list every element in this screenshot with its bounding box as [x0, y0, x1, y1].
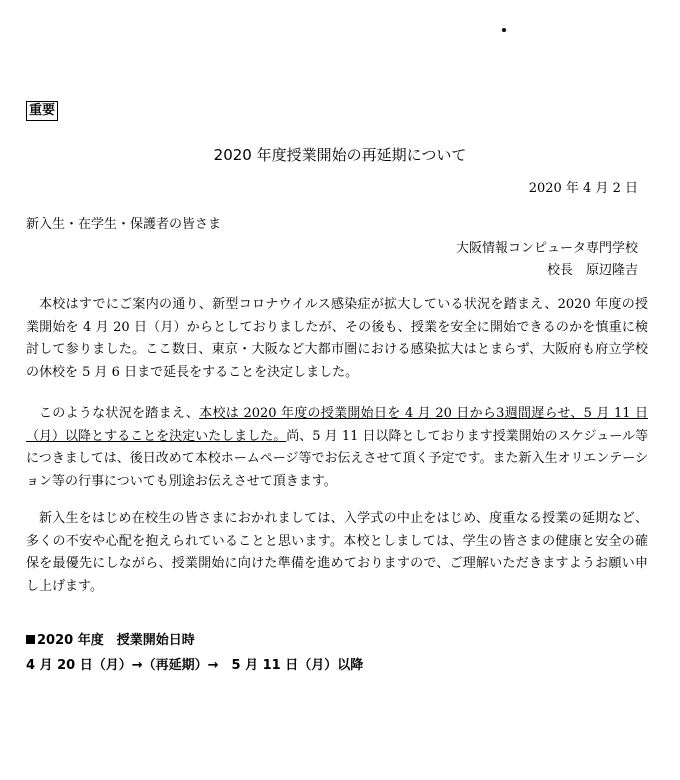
schedule-heading — [26, 629, 195, 648]
document-title: 2020 年度授業開始の再延期について — [213, 146, 467, 164]
recipients: 新入生・在学生・保護者の皆さま — [26, 217, 222, 232]
paragraph-background: 本校はすでにご案内の通り、新型コロナウイルス感染症が拡大している状況を踏まえ、2020 年度の授業開始を 4 月 20 日（月）からとしておりましたが、その後も、授業を安全に開始できるのかを慎重に検討して参りました。ここ数日、東京・大阪など大都市圏における感染拡大はとまらず、大阪府も府立学校の休校を 5 月 6 日まで延長をすることを決定しました。 — [26, 297, 648, 380]
sender-school: 大阪情報コンピュータ専門学校 — [455, 241, 638, 256]
square-bullet-icon — [26, 635, 35, 644]
important-badge: 重要 — [26, 101, 58, 121]
stray-dot — [502, 28, 506, 32]
sender-principal: 校長 原辺隆吉 — [546, 263, 638, 278]
decision-rest: 尚、5 月 11 日以降としております授業開始のスケジュール等につきましては、後日改めて本校ホームページ等でお伝えさせて頂く予定です。また新入生オリエンテーション等の行事についても別途お伝えさせて頂きます。 — [26, 428, 648, 489]
paragraph-decision — [26, 403, 648, 493]
schedule-line: 4 月 20 日（月）→（再延期）→ 5 月 11 日（月）以降 — [26, 658, 364, 673]
issue-date: 2020 年 4 月 2 日 — [528, 181, 638, 196]
paragraph-closing: 新入生をはじめ在校生の皆さまにおかれましては、入学式の中止をはじめ、度重なる授業の延期など、多くの不安や心配を抱えられていることと思います。本校としましては、学生の皆さまの健康と安全の確保を最優先にしながら、授業開始に向けた準備を進めておりますので、ご理解いただきますようお願い申し上げます。 — [26, 511, 648, 594]
decision-underlined: 本校は 2020 年度の授業開始日を 4 月 20 日から3週間遅らせ、5 月 11 日（月）以降とすることを決定いたしました。 — [26, 406, 648, 444]
schedule-heading-text: 2020 年度 授業開始日時 — [37, 633, 195, 648]
decision-lead: このような状況を踏まえ、 — [39, 406, 200, 421]
